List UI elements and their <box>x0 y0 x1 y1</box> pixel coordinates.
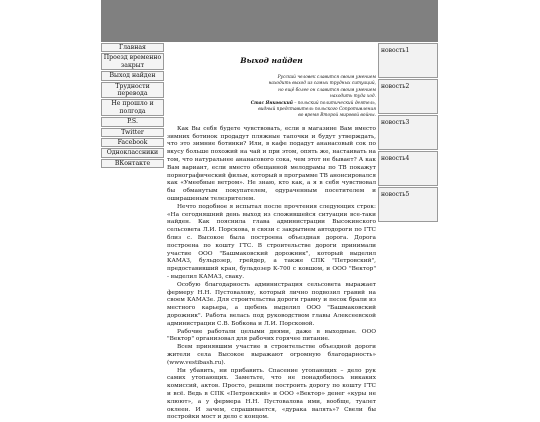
nav-item-twitter[interactable]: Twitter <box>101 128 164 137</box>
page-title: Выход найден <box>240 56 303 65</box>
news-sidebar <box>378 43 438 223</box>
news-item-4[interactable]: новость4 <box>378 151 438 186</box>
nav-item-facebook[interactable]: Facebook <box>101 138 164 147</box>
nav-item-way-found[interactable]: Выход найден <box>101 71 164 80</box>
news-item-2[interactable]: новость2 <box>378 79 438 114</box>
article-paragraph: Как Вы себя будете чувствовать, если в магазине Вам вместо зимних ботинок продадут пляжные тапочки и будут утверждать, что это зимние ботинки? Или, в кафе подадут ананасовый сок по вкусу больше похожий на чай и при этом, опять же, настаивать на том, что натуральнее ананасового сока, чем этот не бывает? А как Вам вариант, если вместо обещанной мелодрамы по ТВ покажут порнографический фильм, который в программе ТВ анонсировался как «Умеебные ветром». Не знаю, кто как, а я в себя чувствовал бы обманутым покупателем, одураченным посетителем и оширашеным телезрителем. <box>167 125 376 203</box>
epigraph <box>237 75 376 120</box>
news-item-3[interactable]: новость3 <box>378 115 438 150</box>
article-paragraph: Нечто подобное я испытал после прочтения следующих строк: «На сегодняшний день выход из сложившейся ситуации все-таки найден. Как пояснила глава администрации Высокинского сельсовета Л.И. Порскова, в связи с закрытием автодороги по ГТС близ с. Высокое была построена объездная дорога. Дорога построена по кошту ГТС. В строительстве дороги принимали участие ООО "Башмаковский дорожник", который выделил КАМАЗ, бульдозер, грейдер, а также СПК "Петровский", предоставивший кран, бульдозер К-700 с ковшом, и ООО "Вектор" - выделил КАМАЗ, сваку. <box>167 203 376 280</box>
epigraph-line: Русский человек славится своим умением <box>277 75 376 80</box>
epigraph-line: видный представитель польского Сопротивления <box>258 107 376 113</box>
article-paragraph: Рабочие работали целыми днями, даже в выходные. ООО "Вектор" организовал для рабочих горячее питание. <box>167 328 376 343</box>
nav-item-translation[interactable]: Трудности перевода <box>101 82 164 99</box>
nav-item-road-closed[interactable]: Проезд временно закрыт <box>101 53 164 70</box>
epigraph-line: но ещё более он славится своим умением <box>278 87 376 93</box>
epigraph-line: находить туда ход. <box>330 94 376 100</box>
nav-item-ps[interactable]: P.S. <box>101 117 164 126</box>
epigraph-line: во время Второй мировой войны. <box>298 113 376 119</box>
sidebar-nav <box>101 43 164 169</box>
article-paragraph: Ни убавить, ни прибавить. Спасение утопающих – дело рук самих утопающих. Заметьте, что не понадобилось никаких комиссий, актов. Просто, решили построить дорогу по кошту ГТС и всё. Ведь в СПК «Петровский» и ООО «Вектор» денег «куры не клюют», а у фермера Н.Н. Пустовалова ими, вообще, туалет оклеен. И зачем, спрашивается, «дурака валять»? Свели бы постройки мост и дело с концом. <box>167 367 376 421</box>
nav-item-vkontakte[interactable]: ВКонтакте <box>101 159 164 168</box>
epigraph-author: Стас Янковский <box>250 100 293 106</box>
nav-item-half-year[interactable]: Не прошло и полгода <box>101 99 164 116</box>
article <box>167 43 376 421</box>
article-paragraph: Всем принявшим участие в строительстве объездной дороги жители села Высокое выражают огромную благодарность» (www.vestibash.ru). <box>167 344 376 366</box>
nav-item-odnoklassniki[interactable]: Одноклассники <box>101 148 164 157</box>
article-paragraph: Особую благодарность администрация сельсовета выражает фермеру Н.Н. Пустовалову, который лично подвозил гравий на своем КАМАЗе. Для строительства дороги гравну и песок брали из местного карьера, а щебень выделил ООО "Башмаковский дорожник". Работа велась под руководством главы Алексеевской администрации С.В. Бобкова и Л.И. Порсковой. <box>167 281 376 327</box>
epigraph-author-desc: – польский политический деятель, <box>292 100 376 106</box>
news-item-1[interactable]: новость1 <box>378 43 438 78</box>
header-banner <box>101 0 438 42</box>
news-item-5[interactable]: новость5 <box>378 187 438 222</box>
epigraph-line: находить выход из самых трудных ситуаций, <box>268 81 376 87</box>
nav-item-home[interactable]: Главная <box>101 43 164 52</box>
